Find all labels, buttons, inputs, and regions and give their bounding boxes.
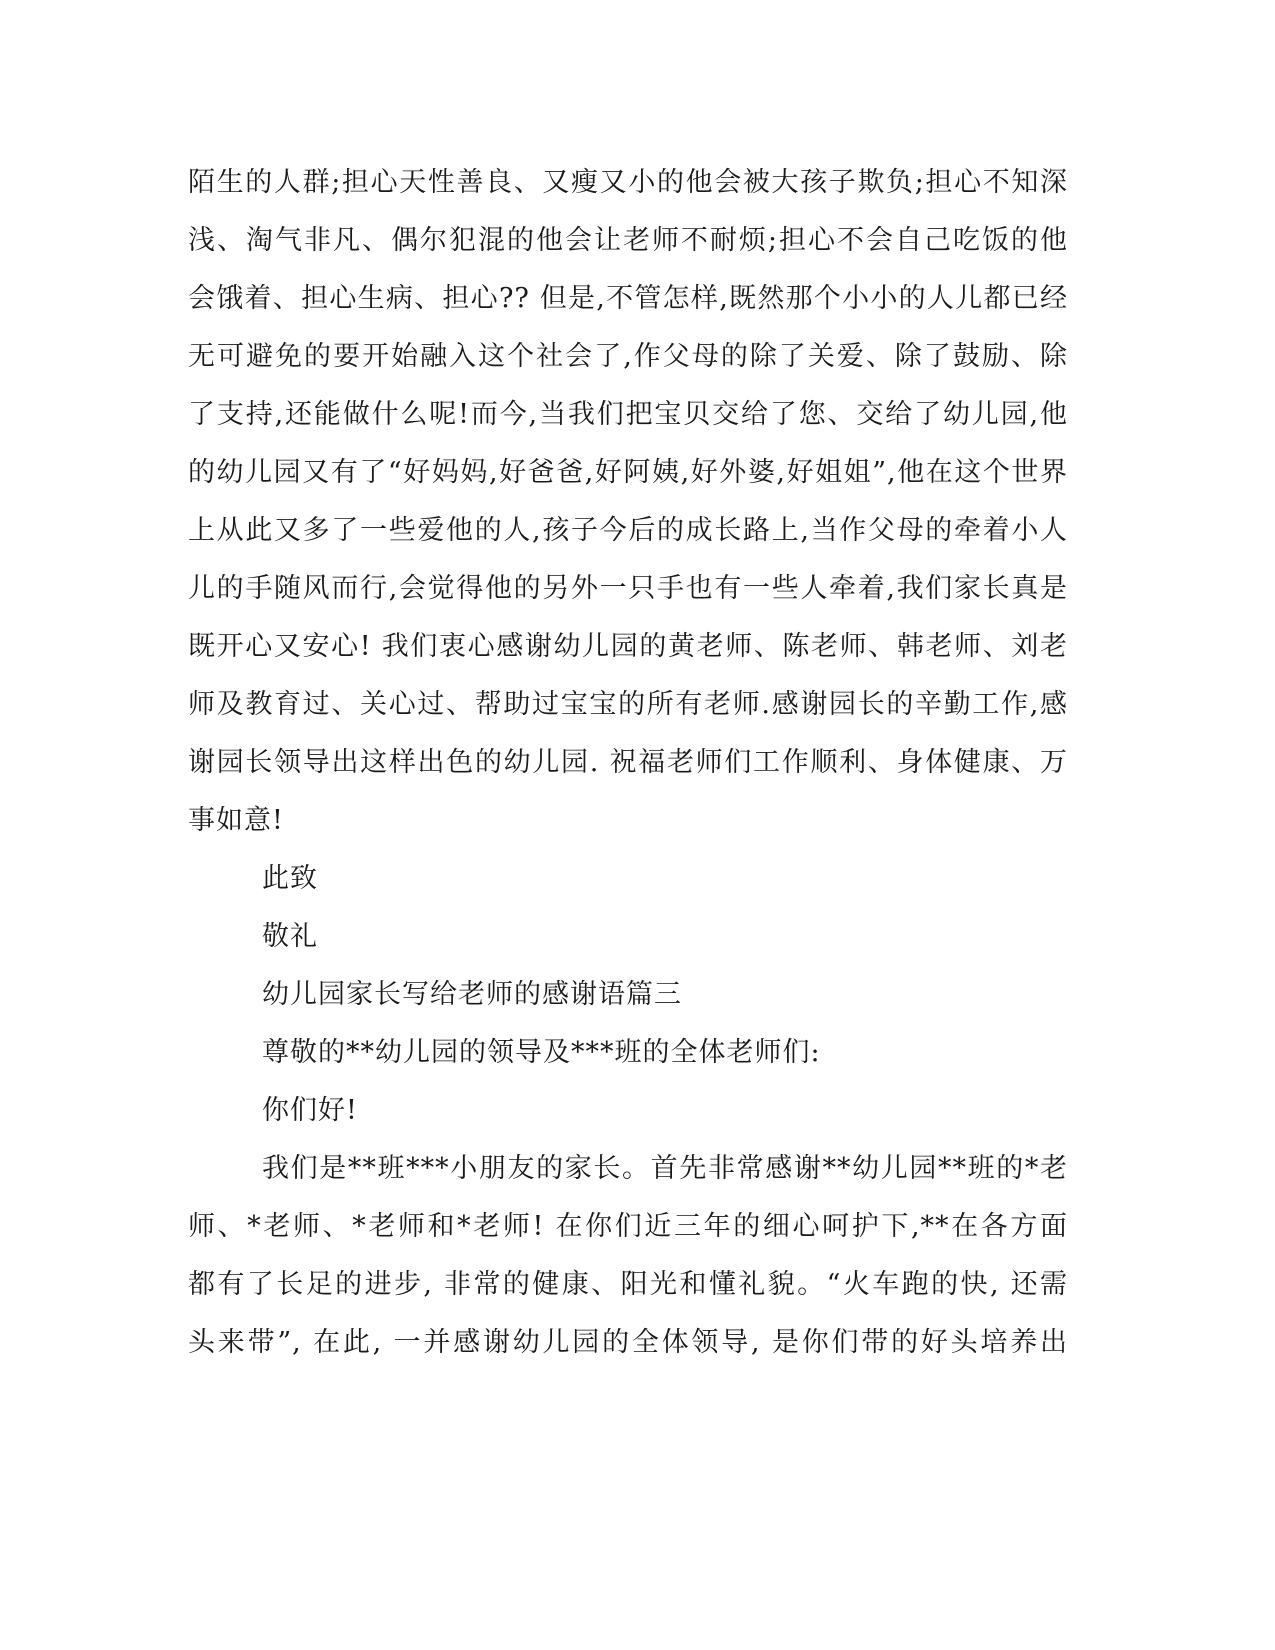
paragraph-line: 的幼儿园又有了“好妈妈,好爸爸,好阿姨,好外婆,好姐姐”,他在这个世界 <box>188 457 1068 488</box>
paragraph-line: 都有了长足的进步, 非常的健康、阳光和懂礼貌。“火车跑的快, 还需 <box>188 1269 1068 1300</box>
paragraph-line: 无可避免的要开始融入这个社会了,作父母的除了关爱、除了鼓励、除 <box>188 341 1068 372</box>
paragraph-line: 会饿着、担心生病、担心?? 但是,不管怎样,既然那个小小的人儿都已经 <box>188 283 1068 314</box>
salutation: 尊敬的**幼儿园的领导及***班的全体老师们: <box>262 1037 821 1068</box>
paragraph-line: 浅、淘气非凡、偶尔犯混的他会让老师不耐烦;担心不会自己吃饭的他 <box>188 225 1068 256</box>
paragraph-line: 儿的手随风而行,会觉得他的另外一只手也有一些人牵着,我们家长真是 <box>188 573 1068 604</box>
closing-text: 敬礼 <box>262 921 318 952</box>
paragraph-line: 头来带”, 在此, 一并感谢幼儿园的全体领导, 是你们带的好头培养出 <box>188 1327 1068 1358</box>
closing-text: 此致 <box>262 863 318 894</box>
paragraph-line: 陌生的人群;担心天性善良、又瘦又小的他会被大孩子欺负;担心不知深 <box>188 167 1068 198</box>
section-title: 幼儿园家长写给老师的感谢语篇三 <box>262 979 682 1010</box>
paragraph-line: 事如意! <box>188 805 284 836</box>
greeting: 你们好! <box>262 1095 358 1126</box>
paragraph-line: 上从此又多了一些爱他的人,孩子今后的成长路上,当作父母的牵着小人 <box>188 515 1068 546</box>
paragraph-line: 我们是**班***小朋友的家长。首先非常感谢**幼儿园**班的*老 <box>262 1153 1068 1184</box>
paragraph-line: 谢园长领导出这样出色的幼儿园. 祝福老师们工作顺利、身体健康、万 <box>188 747 1068 778</box>
paragraph-line: 既开心又安心! 我们衷心感谢幼儿园的黄老师、陈老师、韩老师、刘老 <box>188 631 1068 662</box>
paragraph-line: 师、*老师、*老师和*老师! 在你们近三年的细心呵护下,**在各方面 <box>188 1211 1068 1242</box>
paragraph-line: 了支持,还能做什么呢!而今,当我们把宝贝交给了您、交给了幼儿园,他 <box>188 399 1068 430</box>
paragraph-line: 师及教育过、关心过、帮助过宝宝的所有老师.感谢园长的辛勤工作,感 <box>188 689 1068 720</box>
